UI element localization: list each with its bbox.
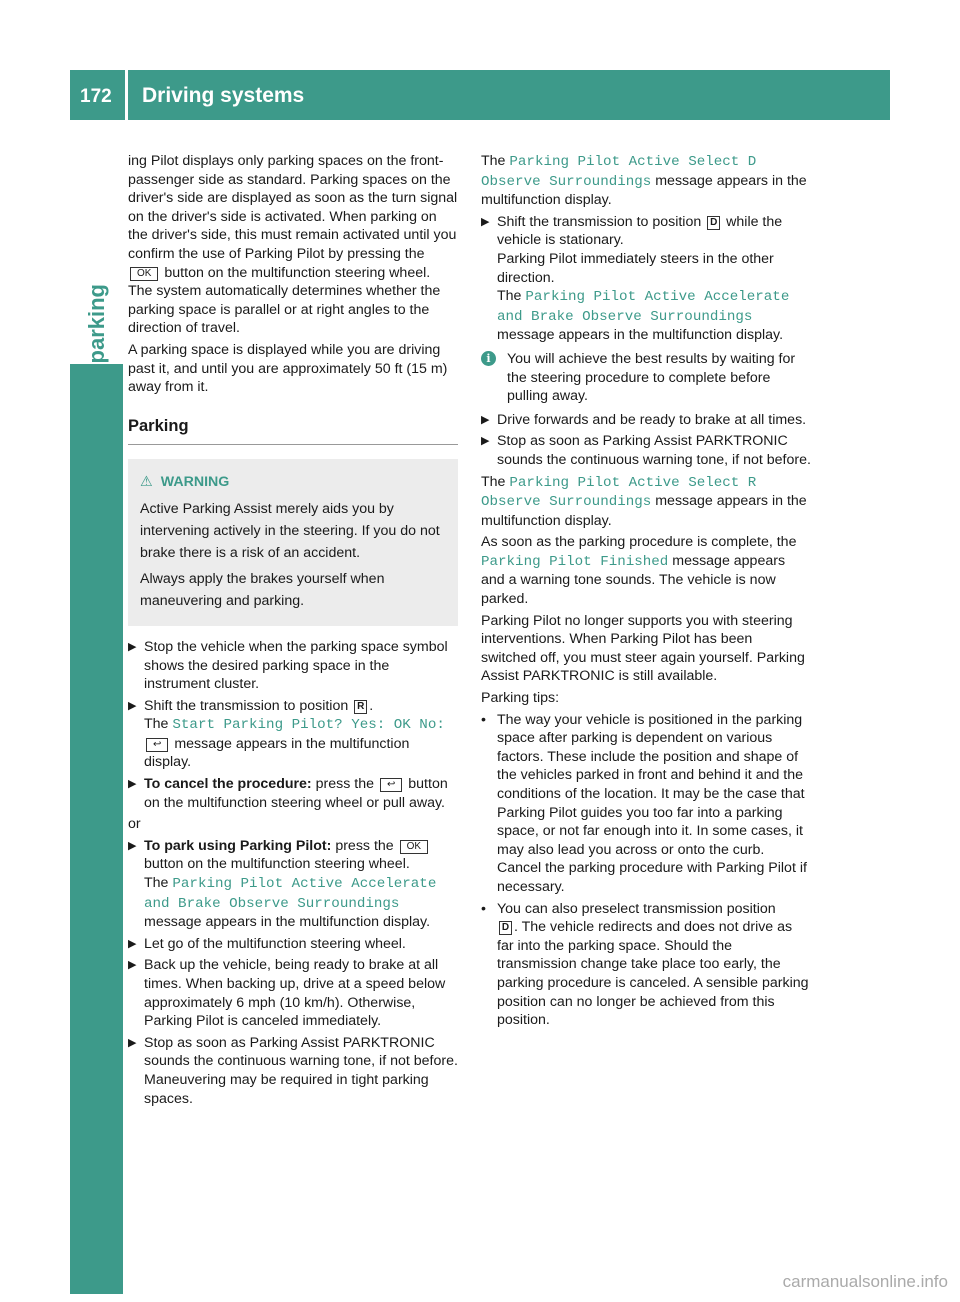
display-message: Parking Pilot Active Accelerate [172,876,437,893]
bullet-icon: • [481,711,486,728]
page-header [70,70,890,120]
arrow-icon: ▶ [481,435,490,448]
page-number: 172 [80,86,112,107]
gear-d-icon: D [499,921,512,935]
section-title: Driving systems [142,84,305,107]
parking-heading: Parking [128,416,189,435]
list-item: ▶ Drive forwards and be ready to brake at all times. [481,411,807,428]
warning-text-2: Always apply the brakes yourself when maneuvering and parking. [140,570,385,609]
arrow-icon: ▶ [128,937,137,950]
list-item: ▶ Back up the vehicle, being ready to brake at all times. When backing up, drive at a speed below approximately 6 mph (10 km/h). Otherwise, Parking Pilot is canceled immediately. [128,957,446,1030]
or-text: or [128,816,141,833]
warning-title: WARNING [160,474,230,491]
right-column [481,152,811,1033]
sidebar-color-block [70,364,123,1294]
bullet-icon: • [481,900,486,917]
display-message: Start Parking Pilot? Yes: OK No: [172,717,445,734]
message-paragraph: The Parking Pilot Active Select R Observe Surroundings message appears in the multifunction display. [481,473,807,529]
display-message: Parking Pilot Active Select R [509,474,757,491]
ok-key-icon: OK [130,267,158,281]
watermark: carmanualsonline.info [782,1272,948,1291]
finished-paragraph: As soon as the parking procedure is complete, the Parking Pilot Finished message appears and a warning tone sounds. The vehicle is now parked. [481,534,797,608]
left-column [128,152,458,1111]
ok-key-icon: OK [400,840,428,854]
steering-paragraph: Parking Pilot no longer supports you with steering interventions. When Parking Pilot has been switched off, you must steer again yourself. Parking Assist PARKTRONIC is still available. [481,612,805,685]
list-item: ▶ Stop as soon as Parking Assist PARKTRONIC sounds the continuous warning tone, if not before. [481,433,811,468]
back-key-icon: ↩ [146,738,168,752]
list-item: ▶ Stop the vehicle when the parking space symbol shows the desired parking space in the instrument cluster. [128,638,448,693]
message-paragraph: The Parking Pilot Active Select D Observe Surroundings message appears in the multifunction display. [481,153,807,209]
list-item: ▶ Shift the transmission to position D while the vehicle is stationary. Parking Pilot immediately steers in the other direction. The Parking Pilot Active Accelerate and Brake Observe Surroundings message appears in the multifunction display. [481,213,790,344]
tip-item: • You can also preselect transmission position D . The vehicle redirects and does not drive as far into the parking space. Should the transmission change take place too early, the parking procedure is canceled. A sensible parking position can no longer be achieved from this position. [481,900,809,1029]
list-item: ▶ Shift the transmission to position R . The Start Parking Pilot? Yes: OK No: ↩ message appears in the multifunction display. [128,697,445,771]
arrow-icon: ▶ [128,1036,137,1049]
display-message: Parking Pilot Active Select D [509,154,757,170]
heading-rule [128,444,458,445]
arrow-icon: ▶ [481,413,490,426]
list-item: ▶ Let go of the multifunction steering wheel. [128,935,406,952]
header-divider [125,70,128,120]
tips-label: Parking tips: [481,690,560,707]
tip-item: • The way your vehicle is positioned in the parking space after parking is dependent on various factors. These include the position and shape of the vehicles parked in front and behind it and the conditions of the location. It may be the case that Parking Pilot guides you too far into a parking space, or not far enough into it. In some cases, it may also lead you across or onto the curb. Cancel the parking procedure with Parking Pilot if necessary. [481,711,807,895]
arrow-icon: ▶ [128,699,137,712]
gear-r-icon: R [354,700,367,714]
display-message: and Brake Observe Surroundings [144,895,400,912]
display-message: Observe Surroundings [481,494,652,511]
warning-icon: ⚠ [140,474,153,491]
arrow-icon: ▶ [128,959,137,972]
warning-text: Active Parking Assist merely aids you by intervening actively in the steering. If you do not brake there is a risk of an accident. [140,500,440,561]
display-message: Parking Pilot Finished [481,553,669,570]
display-message: Parking Pilot Active Accelerate [525,289,790,306]
parking-space-paragraph: A parking space is displayed while you are driving past it, and until you are approximately 50 ft (15 m) away from it. [128,341,448,396]
arrow-icon: ▶ [481,215,490,228]
display-message: and Brake Observe Surroundings [497,308,753,325]
gear-d-icon: D [707,216,720,230]
arrow-icon: ▶ [128,778,137,791]
arrow-icon: ▶ [128,839,137,852]
display-message: Observe Surroundings [481,173,652,190]
info-icon: i [481,351,496,366]
intro-paragraph: ing Pilot displays only parking spaces on the front-passenger side as standard. Parking spaces on the driver's side are displayed as soon as the turn signal on the driver's side is activated. When parking on the driver's side, this must remain activated until you confirm the use of Parking Pilot by pressing the OK button on the multifunction steering wheel. The system automatically determines whether the parking space is parallel or at right angles to the direction of travel. [128,153,458,337]
warning-box [128,459,458,626]
list-item: ▶ To park using Parking Pilot: press the OK button on the multifunction steering wheel. The Parking Pilot Active Accelerate and Brake Observe Surroundings message appears in the multifunction display. [128,837,437,931]
back-key-icon: ↩ [380,778,402,792]
info-note: i You will achieve the best results by waiting for the steering procedure to complete before pulling away. [481,350,811,406]
list-item: ▶ Stop as soon as Parking Assist PARKTRONIC sounds the continuous warning tone, if not before. Maneuvering may be required in tight parking spaces. [128,1034,458,1107]
list-item: ▶ To cancel the procedure: press the ↩ button on the multifunction steering wheel or pull away. [128,776,448,811]
sidebar [70,124,123,1294]
arrow-icon: ▶ [128,640,137,653]
